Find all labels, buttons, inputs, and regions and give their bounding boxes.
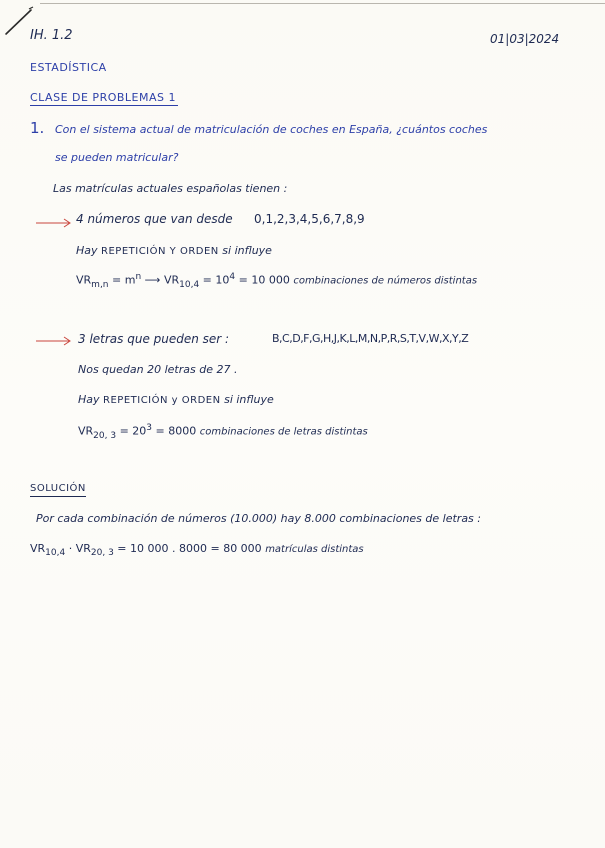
date: 01|03|2024 [490,32,560,46]
letters-description: 3 letras que pueden ser : [78,332,230,346]
right-arrow-icon [36,218,72,228]
digits-list: 0,1,2,3,4,5,6,7,8,9 [254,212,365,226]
letters-remaining: Nos quedan 20 letras de 27 . [78,363,238,376]
page-title: ESTADÍSTICA [30,61,107,74]
right-arrow-icon [36,336,72,346]
solution-formula: $VR_{10,4} \cdot VR_{20, 3} = 10$ 000 . 8000 = 80 000 matrículas distintas [30,542,364,559]
solution-line-1: Por cada combinación de números (10.000) hay 8.000 combinaciones de letras : [36,512,481,525]
letters-formula: $VR_{20, 3} = 20^3 = 8000$ combinaciones de letras distintas [78,423,368,441]
question-line-1: Con el sistema actual de matriculación de coches en España, ¿cuántos coches [55,123,488,136]
letters-repetition-line: Hay REPETICIÓN y ORDEN si influye [78,393,274,406]
letters-list: B,C,D,F,G,H,J,K,L,M,N,P,R,S,T,V,W,X,Y,Z [272,332,469,345]
problem-number: 1. [30,119,45,137]
course-code: IH. 1.2 [30,28,73,43]
question-line-2: se pueden matricular? [55,151,179,164]
numbers-formula: $VR_{m,n} = m^n$ ⟶ $VR_{10,4} = 10^4 = 10$ 000 combinaciones de números distintas [76,272,478,290]
intro-text: Las matrículas actuales españolas tienen : [53,182,288,195]
numbers-description: 4 números que van desde [76,212,233,226]
top-edge-line [40,3,605,4]
page-subtitle: CLASE DE PROBLEMAS 1 [30,91,176,104]
numbers-repetition-line: Hay REPETICIÓN Y ORDEN si influye [76,244,272,257]
solution-heading: SOLUCIÓN [30,484,86,497]
